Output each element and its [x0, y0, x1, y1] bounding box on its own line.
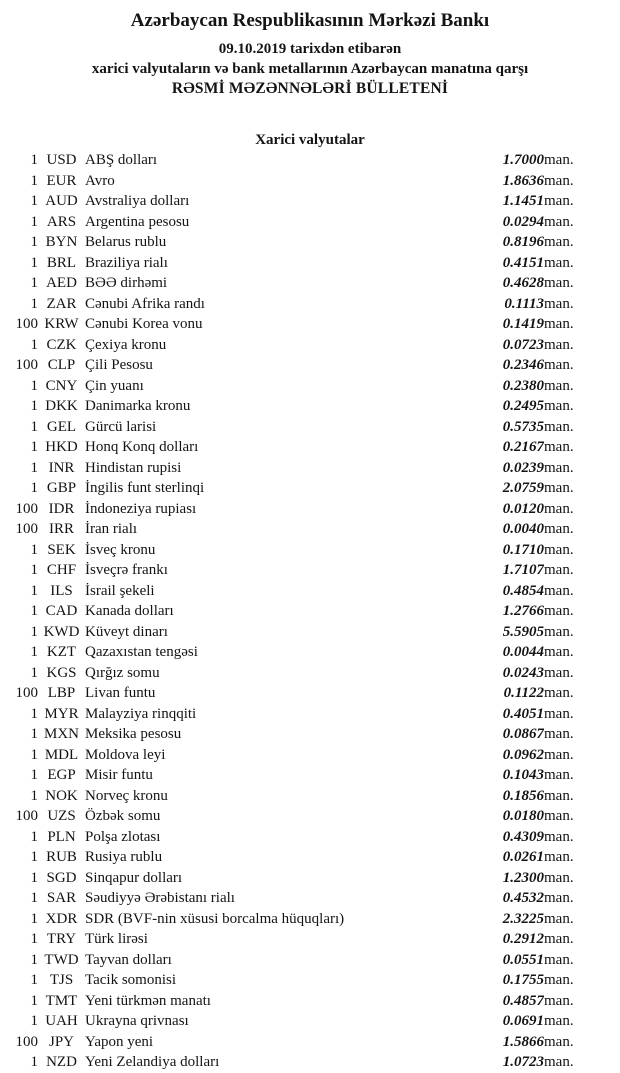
- currency-name: Honq Konq dolları: [85, 439, 199, 455]
- rate-quantity: 1: [30, 767, 38, 783]
- currency-code: LBP: [47, 685, 76, 701]
- currency-code: AUD: [45, 193, 78, 209]
- currency-name: Kanada dolları: [85, 603, 174, 619]
- rate-quantity: 1: [30, 459, 38, 476]
- rate-quantity: 1: [30, 951, 38, 968]
- currency-name: Danimarka kronu: [85, 398, 191, 414]
- rate-row: [0, 1052, 620, 1073]
- rate-unit: man.: [544, 418, 574, 435]
- currency-code: GEL: [46, 418, 77, 435]
- currency-code: AED: [46, 275, 77, 291]
- currency-code: TMT: [45, 992, 78, 1009]
- rate-row: [0, 847, 620, 868]
- currency-name: Hindistan rupisi: [85, 459, 182, 476]
- currency-name: Belarus rublu: [85, 234, 167, 250]
- currency-code: UZS: [47, 808, 76, 824]
- rate-row: [0, 724, 620, 745]
- currency-name: Özbək somu: [85, 808, 161, 824]
- rate-value: 0.0867: [502, 726, 544, 742]
- rate-row: [0, 1032, 620, 1053]
- rate-unit: man.: [544, 869, 574, 886]
- rate-row: [0, 704, 620, 725]
- rate-value: 1.7107: [502, 562, 544, 578]
- rates-table-body: [0, 150, 620, 1073]
- currency-name: Malayziya rinqqiti: [85, 705, 197, 722]
- currency-code: RUB: [46, 849, 77, 865]
- rate-unit: man.: [544, 398, 574, 414]
- rate-quantity: 1: [30, 746, 38, 763]
- rate-unit: man.: [544, 541, 574, 558]
- rate-value: 1.7000: [502, 152, 544, 168]
- currency-code: SEK: [47, 541, 76, 558]
- currency-name: Polşa zlotası: [85, 828, 161, 845]
- currency-name: Çexiya kronu: [85, 336, 167, 353]
- currency-name: Moldova leyi: [85, 746, 166, 763]
- rate-row: [0, 335, 620, 356]
- currency-code: EUR: [46, 172, 77, 189]
- rate-quantity: 1: [30, 664, 38, 681]
- rate-quantity: 100: [15, 316, 38, 332]
- rate-unit: man.: [544, 172, 574, 189]
- currency-name: İran rialı: [85, 521, 138, 537]
- currency-code: SAR: [46, 890, 77, 906]
- currency-name: Qırğız somu: [85, 664, 160, 681]
- currency-code: ILS: [50, 582, 73, 599]
- rate-row: [0, 417, 620, 438]
- rate-value: 0.4854: [502, 582, 544, 599]
- rate-quantity: 1: [30, 439, 38, 455]
- rate-value: 1.1451: [502, 193, 544, 209]
- rate-value: 0.2495: [502, 398, 544, 414]
- rate-value: 5.5905: [502, 623, 544, 640]
- rate-unit: man.: [544, 500, 574, 517]
- rate-unit: man.: [544, 726, 574, 742]
- currency-name: Yapon yeni: [85, 1033, 154, 1050]
- currency-name: Çin yuanı: [85, 377, 144, 394]
- rate-unit: man.: [544, 623, 574, 640]
- rate-value: 0.0044: [502, 644, 544, 660]
- currency-name: İndoneziya rupiası: [85, 500, 197, 517]
- rate-value: 0.2167: [502, 439, 544, 455]
- rate-value: 1.2766: [502, 603, 544, 619]
- rate-value: 0.4628: [502, 275, 544, 291]
- rate-quantity: 1: [30, 377, 38, 394]
- rate-unit: man.: [544, 377, 574, 394]
- currency-code: UAH: [45, 1013, 78, 1029]
- rate-unit: man.: [544, 767, 574, 783]
- exchange-rates-table: [0, 150, 620, 1073]
- rate-row: [0, 950, 620, 971]
- rate-unit: man.: [544, 439, 574, 455]
- currency-name: Braziliya rialı: [85, 254, 168, 271]
- rate-quantity: 1: [30, 418, 38, 435]
- rate-row: [0, 478, 620, 499]
- currency-name: Avstraliya dolları: [85, 193, 190, 209]
- rate-value: 0.1755: [502, 972, 544, 988]
- rate-row: [0, 294, 620, 315]
- rate-quantity: 1: [30, 972, 38, 988]
- currency-code: CZK: [46, 336, 77, 353]
- rate-unit: man.: [544, 213, 574, 230]
- rate-row: [0, 683, 620, 704]
- rate-unit: man.: [544, 992, 574, 1009]
- rate-value: 0.0294: [502, 213, 544, 230]
- bulletin-header: [0, 0, 620, 99]
- currency-code: TJS: [49, 972, 74, 988]
- rate-value: 1.2300: [502, 869, 544, 886]
- currency-code: IRR: [48, 521, 74, 537]
- rate-value: 0.1122: [503, 685, 544, 701]
- rate-quantity: 100: [15, 357, 38, 373]
- rate-row: [0, 519, 620, 540]
- currency-code: KRW: [44, 316, 79, 332]
- currency-name: Gürcü larisi: [85, 418, 157, 435]
- currency-code: PLN: [47, 828, 76, 845]
- currency-name: Rusiya rublu: [85, 849, 163, 865]
- rate-value: 0.2346: [502, 357, 544, 373]
- rate-row: [0, 827, 620, 848]
- rate-unit: man.: [544, 746, 574, 763]
- currency-name: Sinqapur dolları: [85, 869, 183, 886]
- rate-value: 0.0723: [502, 336, 544, 353]
- rate-row: [0, 991, 620, 1012]
- rate-row: [0, 273, 620, 294]
- rate-unit: man.: [544, 562, 574, 578]
- rate-unit: man.: [544, 808, 574, 824]
- currency-name: SDR (BVF-nin xüsusi borcalma hüquqları): [85, 910, 345, 927]
- currency-code: IDR: [48, 500, 75, 517]
- currency-code: BYN: [45, 234, 78, 250]
- rate-value: 0.0239: [502, 459, 544, 476]
- rate-value: 0.4051: [502, 705, 544, 722]
- currency-code: INR: [48, 459, 75, 476]
- rate-value: 0.4309: [502, 828, 544, 845]
- currency-code: EGP: [47, 767, 76, 783]
- rate-unit: man.: [544, 972, 574, 988]
- rate-quantity: 1: [30, 910, 38, 927]
- rate-row: [0, 396, 620, 417]
- rate-row: [0, 745, 620, 766]
- currency-code: BRL: [46, 254, 77, 271]
- currency-code: HKD: [45, 439, 78, 455]
- rate-value: 0.2380: [502, 377, 544, 394]
- currency-name: ABŞ dolları: [85, 152, 158, 168]
- currency-name: Yeni türkmən manatı: [85, 992, 211, 1009]
- currency-name: Tacik somonisi: [85, 972, 177, 988]
- rate-quantity: 1: [30, 275, 38, 291]
- rate-value: 1.5866: [502, 1033, 544, 1050]
- section-title-foreign-currencies: Xarici valyutalar: [255, 132, 365, 148]
- rate-row: [0, 786, 620, 807]
- currency-code: TWD: [44, 951, 79, 968]
- currency-name: Meksika pesosu: [85, 726, 182, 742]
- rate-quantity: 1: [30, 295, 38, 312]
- currency-code: NZD: [46, 1054, 77, 1070]
- currency-name: Ukrayna qrivnası: [85, 1013, 189, 1029]
- currency-name: Cənubi Afrika randı: [85, 295, 205, 312]
- rate-quantity: 1: [30, 193, 38, 209]
- rate-unit: man.: [544, 254, 574, 271]
- rate-row: [0, 765, 620, 786]
- rate-quantity: 100: [15, 500, 38, 517]
- currency-name: Avro: [85, 172, 115, 189]
- rate-quantity: 100: [15, 521, 38, 537]
- rate-unit: man.: [544, 357, 574, 373]
- rate-quantity: 1: [30, 152, 38, 168]
- effective-date-line: 09.10.2019 tarixdən etibarən: [218, 41, 402, 57]
- rate-quantity: 100: [15, 808, 38, 824]
- rate-value: 1.8636: [502, 172, 544, 189]
- currency-name: Küveyt dinarı: [85, 623, 168, 640]
- rate-quantity: 1: [30, 541, 38, 558]
- rate-unit: man.: [544, 910, 574, 927]
- rate-value: 0.5735: [502, 418, 544, 435]
- rate-row: [0, 171, 620, 192]
- rate-unit: man.: [544, 582, 574, 599]
- rate-unit: man.: [544, 890, 574, 906]
- currency-code: JPY: [48, 1033, 74, 1050]
- rate-value: 2.0759: [502, 480, 544, 496]
- currency-code: CNY: [45, 377, 78, 394]
- rate-unit: man.: [544, 1013, 574, 1029]
- currency-code: CLP: [47, 357, 76, 373]
- currency-name: Yeni Zelandiya dolları: [85, 1054, 220, 1070]
- rate-value: 0.1856: [502, 787, 544, 804]
- currency-code: ARS: [46, 213, 77, 230]
- currency-code: NOK: [45, 787, 78, 804]
- rate-row: [0, 622, 620, 643]
- rate-row: [0, 909, 620, 930]
- rate-value: 0.4151: [502, 254, 544, 271]
- rate-row: [0, 253, 620, 274]
- rate-quantity: 1: [30, 623, 38, 640]
- rate-quantity: 1: [30, 890, 38, 906]
- rate-quantity: 1: [30, 644, 38, 660]
- currency-name: Norveç kronu: [85, 787, 168, 804]
- rate-value: 0.0120: [502, 500, 544, 517]
- rate-unit: man.: [544, 480, 574, 496]
- currency-code: CAD: [45, 603, 78, 619]
- currency-name: İsveçrə frankı: [85, 562, 168, 578]
- rate-unit: man.: [544, 295, 574, 312]
- rate-value: 0.4857: [502, 992, 544, 1009]
- currency-code: TRY: [46, 931, 77, 947]
- rate-quantity: 1: [30, 992, 38, 1009]
- subject-line: xarici valyutaların və bank metallarının Azərbaycan manatına qarşı: [91, 61, 529, 77]
- currency-name: İsrail şekeli: [85, 582, 155, 599]
- rate-row: [0, 601, 620, 622]
- rate-unit: man.: [544, 603, 574, 619]
- rate-unit: man.: [544, 336, 574, 353]
- rate-row: [0, 560, 620, 581]
- rate-row: [0, 458, 620, 479]
- rate-quantity: 1: [30, 726, 38, 742]
- rate-quantity: 1: [30, 213, 38, 230]
- rate-unit: man.: [544, 1033, 574, 1050]
- rate-row: [0, 540, 620, 561]
- rate-unit: man.: [544, 521, 574, 537]
- currency-name: Qazaxıstan tengəsi: [85, 644, 198, 660]
- currency-code: CHF: [46, 562, 77, 578]
- rate-value: 0.0551: [502, 951, 544, 968]
- rate-quantity: 1: [30, 603, 38, 619]
- currency-name: Türk lirəsi: [85, 931, 148, 947]
- rate-row: [0, 970, 620, 991]
- rate-unit: man.: [544, 275, 574, 291]
- currency-code: USD: [46, 152, 77, 168]
- rate-quantity: 1: [30, 582, 38, 599]
- rate-value: 0.1710: [502, 541, 544, 558]
- rate-value: 0.0180: [502, 808, 544, 824]
- currency-code: ZAR: [46, 295, 77, 312]
- rate-unit: man.: [544, 828, 574, 845]
- rate-unit: man.: [544, 234, 574, 250]
- currency-name: Livan funtu: [85, 685, 156, 701]
- currency-name: Tayvan dolları: [85, 951, 172, 968]
- rate-row: [0, 868, 620, 889]
- rate-quantity: 1: [30, 869, 38, 886]
- rate-row: [0, 663, 620, 684]
- currency-code: DKK: [45, 398, 78, 414]
- currency-name: BƏƏ dirhəmi: [85, 275, 168, 291]
- rate-quantity: 1: [30, 234, 38, 250]
- rate-row: [0, 437, 620, 458]
- rate-quantity: 100: [15, 685, 38, 701]
- rate-unit: man.: [544, 685, 574, 701]
- rate-quantity: 1: [30, 254, 38, 271]
- currency-code: SGD: [46, 869, 77, 886]
- rate-value: 2.3225: [502, 910, 544, 927]
- rate-value: 0.1113: [504, 295, 544, 312]
- rate-value: 0.1419: [502, 316, 544, 332]
- rate-unit: man.: [544, 316, 574, 332]
- currency-name: Çili Pesosu: [85, 357, 153, 373]
- bulletin-title: RƏSMİ MƏZƏNNƏLƏRİ BÜLLETENİ: [171, 80, 449, 97]
- currency-code: MDL: [44, 746, 79, 763]
- currency-name: İngilis funt sterlinqi: [85, 480, 205, 496]
- rate-quantity: 100: [15, 1033, 38, 1050]
- rate-quantity: 1: [30, 172, 38, 189]
- currency-code: MXN: [43, 726, 79, 742]
- rate-row: [0, 642, 620, 663]
- rate-row: [0, 376, 620, 397]
- rate-value: 0.0962: [502, 746, 544, 763]
- rate-quantity: 1: [30, 1013, 38, 1029]
- currency-code: KZT: [46, 644, 77, 660]
- rate-row: [0, 1011, 620, 1032]
- currency-code: GBP: [46, 480, 77, 496]
- rate-unit: man.: [544, 644, 574, 660]
- rate-row: [0, 581, 620, 602]
- rate-quantity: 1: [30, 787, 38, 804]
- rate-unit: man.: [544, 459, 574, 476]
- rate-row: [0, 929, 620, 950]
- rate-value: 0.0691: [502, 1013, 544, 1029]
- rate-row: [0, 232, 620, 253]
- rate-unit: man.: [544, 705, 574, 722]
- rate-unit: man.: [544, 664, 574, 681]
- rate-value: 0.0040: [502, 521, 544, 537]
- rate-unit: man.: [544, 1054, 574, 1070]
- currency-name: Misir funtu: [85, 767, 153, 783]
- rate-row: [0, 191, 620, 212]
- currency-code: KGS: [46, 664, 77, 681]
- rate-unit: man.: [544, 849, 574, 865]
- rate-unit: man.: [544, 931, 574, 947]
- rate-quantity: 1: [30, 562, 38, 578]
- rate-row: [0, 499, 620, 520]
- rate-value: 0.0261: [502, 849, 544, 865]
- currency-name: Səudiyyə Ərəbistanı rialı: [85, 890, 235, 906]
- rate-quantity: 1: [30, 336, 38, 353]
- rate-quantity: 1: [30, 480, 38, 496]
- rate-value: 0.1043: [502, 767, 544, 783]
- rate-quantity: 1: [30, 705, 38, 722]
- rate-value: 0.0243: [502, 664, 544, 681]
- rate-quantity: 1: [30, 931, 38, 947]
- currency-code: MYR: [44, 705, 79, 722]
- bank-name-title: Azərbaycan Respublikasının Mərkəzi Bankı: [130, 10, 490, 31]
- rate-unit: man.: [544, 787, 574, 804]
- rate-quantity: 1: [30, 828, 38, 845]
- currency-name: Cənubi Korea vonu: [85, 316, 203, 332]
- rate-row: [0, 355, 620, 376]
- rate-unit: man.: [544, 193, 574, 209]
- rate-unit: man.: [544, 152, 574, 168]
- rate-row: [0, 314, 620, 335]
- currency-name: İsveç kronu: [85, 541, 156, 558]
- rate-row: [0, 212, 620, 233]
- rate-row: [0, 806, 620, 827]
- rate-value: 0.4532: [502, 890, 544, 906]
- currency-code: KWD: [43, 623, 80, 640]
- rate-value: 0.2912: [502, 931, 544, 947]
- rate-quantity: 1: [30, 1054, 38, 1070]
- rate-unit: man.: [544, 951, 574, 968]
- currency-name: Argentina pesosu: [85, 213, 190, 230]
- rate-value: 0.8196: [502, 234, 544, 250]
- rate-row: [0, 150, 620, 171]
- rate-value: 1.0723: [502, 1054, 544, 1070]
- rate-row: [0, 888, 620, 909]
- currency-code: XDR: [45, 910, 78, 927]
- rate-quantity: 1: [30, 849, 38, 865]
- rate-quantity: 1: [30, 398, 38, 414]
